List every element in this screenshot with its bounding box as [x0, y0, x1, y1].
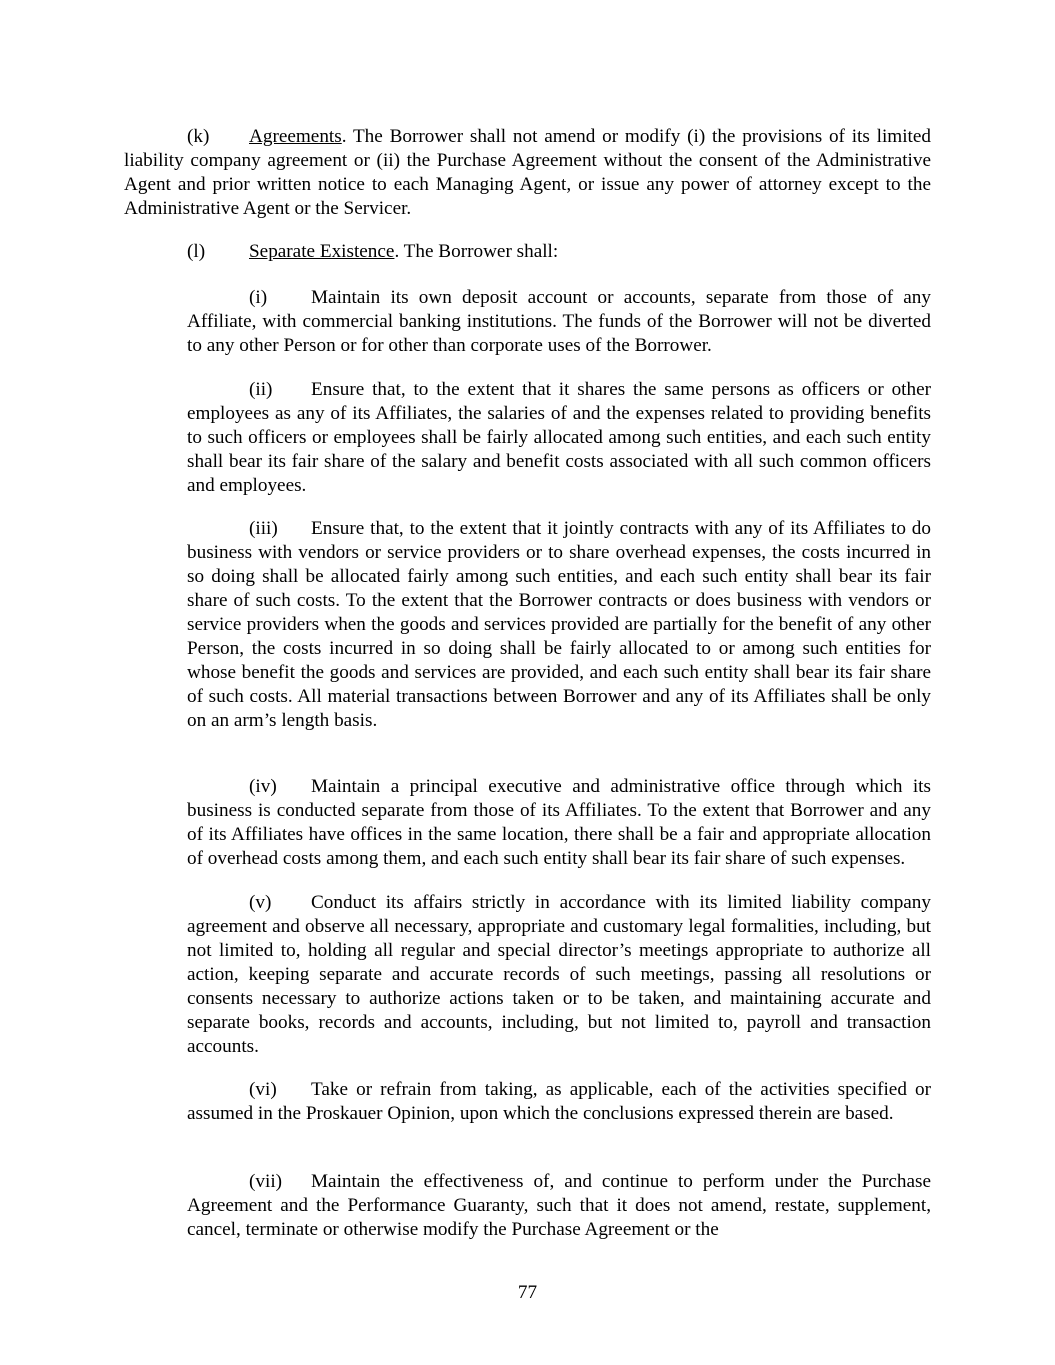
item-text: Maintain its own deposit account or accounts, separate from those of any Affiliate, with commercial banking institutions. The funds of the Borrower will not be diverted to any other Person or for other than corporate uses of the Borrower.: [187, 287, 931, 356]
item-number: (iv): [249, 776, 277, 797]
item-text: Ensure that, to the extent that it jointly contracts with any of its Affiliates to do business with vendors or service providers or to share overhead expenses, the costs incurred in so doing shall be allocated fairly among such entities, and each such entity shall bear its fair share of such costs. To the extent that the Borrower contracts or does business with vendors or service providers when the goods and services provided are partially for the benefit of any other Person, the costs incurred in so doing shall be fairly allocated to or among such entities for whose benefit the goods and services are provided, and each such entity shall bear its fair share of such costs. All material transactions between Borrower and any of its Affiliates shall be only on an arm’s length basis.: [187, 518, 931, 731]
section-k-text: . The Borrower shall not amend or modify (i) the provisions of its limited liability company agreement or (ii) the Purchase Agreement without the consent of the Administrative Agent and prior written notice to each Managing Agent, or issue any power of attorney except to the Administrative Agent or the Servicer.: [124, 126, 931, 219]
item-number: (ii): [249, 379, 273, 400]
item-text: Take or refrain from taking, as applicable, each of the activities specified or assumed in the Proskauer Opinion, upon which the conclusions expressed therein are based.: [187, 1079, 931, 1124]
section-k-heading: Agreements: [249, 126, 342, 147]
section-k-paragraph: [124, 125, 931, 221]
section-l-heading: Separate Existence: [249, 241, 395, 262]
list-item: [187, 286, 931, 358]
list-item: [187, 378, 931, 498]
item-text: Ensure that, to the extent that it shares the same persons as officers or other employees as any of its Affiliates, the salaries of and the expenses related to providing benefits to such officers or employees shall be fairly allocated among such entities, and each such entity shall bear its fair share of the salary and benefit costs associated with all such common officers and employees.: [187, 379, 931, 496]
item-number: (iii): [249, 518, 278, 539]
list-item: [187, 775, 931, 871]
page-number: 77: [517, 1282, 538, 1303]
item-number: (vi): [249, 1079, 277, 1100]
item-text: Conduct its affairs strictly in accordance with its limited liability company agreement and observe all necessary, appropriate and customary legal formalities, including, but not limited to, holding all regular and special director’s meetings appropriate to authorize all action, keeping separate and accurate records of such meetings, passing all resolutions or consents necessary to authorize actions taken or to be taken, and maintaining accurate and separate books, records and accounts, including, but not limited to, payroll and transaction accounts.: [187, 892, 931, 1057]
item-number: (i): [249, 287, 268, 308]
list-item: [187, 517, 931, 733]
item-number: (v): [249, 892, 272, 913]
item-text: Maintain the effectiveness of, and continue to perform under the Purchase Agreement and the Performance Guaranty, such that it does not amend, restate, supplement, cancel, terminate or otherwise modify the Purchase Agreement or the: [187, 1171, 931, 1240]
section-k-number: (k): [187, 126, 210, 147]
section-l-paragraph: [124, 240, 931, 264]
item-text: Maintain a principal executive and administrative office through which its business is conducted separate from those of its Affiliates. To the extent that Borrower and any of its Affiliates have offices in the same location, there shall be a fair and appropriate allocation of overhead costs among them, and each such entity shall bear its fair share of such expenses.: [187, 776, 931, 869]
list-item: [187, 891, 931, 1059]
section-l-number: (l): [187, 241, 206, 262]
list-item: [187, 1078, 931, 1126]
list-item: [187, 1170, 931, 1242]
section-l-text: . The Borrower shall:: [394, 241, 559, 262]
item-number: (vii): [249, 1171, 283, 1192]
